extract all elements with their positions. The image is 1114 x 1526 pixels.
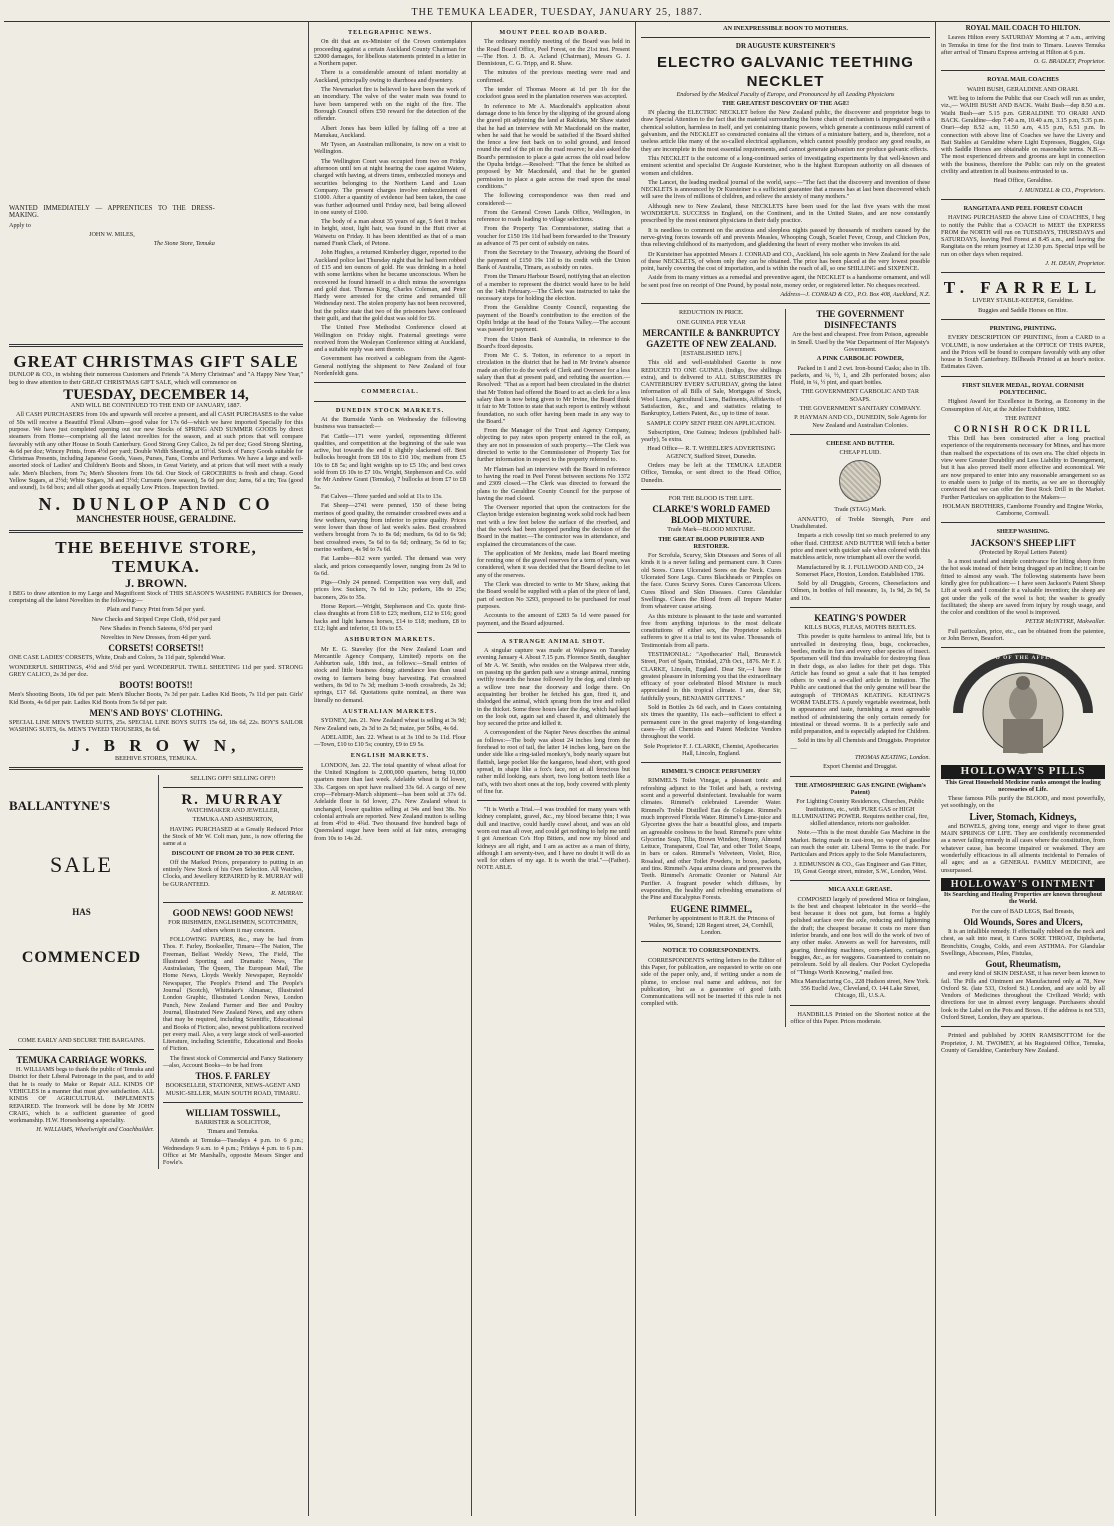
holloway-gout: Gout, Rheumatism, [985, 959, 1061, 970]
ballantyne-name: BALLANTYNE'S [9, 797, 111, 813]
telegraphic-para-7: The body of a man about 35 years of age, 5 feet 8 inches in height, stout, light hair, was found in the Hutt river at Waiwetu on Friday. It has been identified as that of a man named Frank Clark, of Petone. [314, 218, 466, 248]
farley-trade: BOOKSELLER, STATIONER, NEWS-AGENT AND MUSIC-SELLER, MAIN SOUTH ROAD, TIMARU. [165, 1082, 301, 1097]
sheep-sub: (Protected by Royal Letters Patent) [979, 548, 1067, 556]
ballantyne-has: HAS [72, 906, 91, 917]
mount-peel-para-8: From the Secretary to the Treasury, advising the Board of the payment of £150 19s 11d to its credit with the Union Bank of Australia, Timaru, as subsidy on rates. [477, 249, 630, 271]
disinfectant-pink: A PINK CARBOLIC POWDER, [816, 355, 904, 363]
good-news-body-2: The finest stock of Commercial and Fancy Stationery—also, Account Books—to be had from [162, 1054, 303, 1069]
necklet-para-7: Aside from its many virtues as a remedial and preventive agent, the NECKLET is a handsome ornament, and will be sent post free on receipt of One Pound, by postal note, money order, or registered letter. No cheques received. [641, 274, 930, 289]
tosswill-name: WILLIAM TOSSWILL, [185, 1107, 281, 1118]
wanted-address: The Stone Store, Temuka [153, 240, 215, 248]
gazette-title: MERCANTILE & BANKRUPTCY GAZETTE OF NEW ZEALAND. [642, 327, 780, 349]
mount-peel-para-13: From the Manager of the Trust and Agency Company, objecting to pay rates upon property entered in the roll, as they are not in possession of such property.—The Clerk was directed to write to the Commissioner of Property Tax for further information in respect to the property referred to. [477, 427, 630, 464]
keating-sold: Sold in tins by all Chemists and Druggists. Proprietor— [790, 737, 930, 752]
gazette-sub: Subscription, One Guinea; Indexes (published half-yearly), 5s extra. [641, 428, 782, 444]
holloway-line-1: This Great Household Medicine ranks amongst the leading necessaries of Life. [945, 778, 1101, 793]
corsets-heading: CORSETS! CORSETS!! [108, 643, 204, 654]
gas-body: For Lighting Country Residences, Churches, Public Institutions, etc., with PURE GAS or HIGH ILLUMINATING POWER. Requires neither coal, fire, skilled attendance, retorts nor gasholder. [791, 798, 929, 828]
holloway-emblem-text: FRIEND OF THE AFFLICTED [973, 655, 1073, 662]
carriage-body: H. WILLIAMS begs to thank the public of Temuka and District for their Liberal Patronage in the past, and to add that he is ready to Make or Repair ALL KINDS OF VEHICLES in a manner that must give satisfaction. ALL KINDS OF AGRICULTURAL IMPLEMENTS REPAIRED. The Ironwork will be done by Mr JOHN CRAIG, which is a sufficient guarantee of good workmanship. H.W. Horseshoeing a speciality. [9, 1066, 154, 1125]
ballantyne-sale: SALE [49, 851, 113, 877]
gazette-office: Head Office— R. T. WHEELER'S ADVERTISING AGENCY, Stafford Street, Dunedin. [647, 445, 776, 460]
murray-sig: R. MURRAY. [271, 890, 303, 898]
dunedin-para-5: Fat Lambs—812 were yarded. The demand was very slack, and prices consequently lower, ranging from 2s 9d to 6s 6d. [314, 555, 466, 577]
handbills: HANDBILLS Printed on the Shortest notice at the office of this Paper. Prices moderate. [790, 1010, 930, 1025]
holloway-body: and BOWELS, giving tone, energy and vigor to these great MAIN SPRINGS OF LIFE. They are confidently recommended as a never failing remedy in all cases where the constitution, from whatever cause, has become impaired or weakened. They are wonderfully efficacious in all ailments incidental to Females of all ages; and as a GENERAL FAMILY MEDICINE, are unsurpassed. [941, 822, 1105, 874]
clothing-heading: MEN'S AND BOYS' CLOTHING. [89, 707, 223, 718]
murray-discount: DISCOUNT OF FROM 20 TO 30 PER CENT. [171, 849, 295, 857]
london-body: LONDON, Jan. 22. The total quantity of wheat afloat for the United Kingdom is 2,000,000 quarters, being 10,000 quarters more than last week. Adelaide wheat is 6d lower, 33s. Cargoes on spot have realised 33s 6d. A cargo of new crop—February-March shipment—has been sold at 37s 6d. Adelaide flour is 6d lower, 27s. New Zealand wheat is unchanged, lower qualities selling at 34s and best 38s. No colonial arrivals are reported. New Zealand mutton is selling at from 4½d to 4¾d. Two thousand five hundred bags of Queensland sugar have been sold at fair rates, averaging from 10s to 14s 2d. [314, 761, 466, 842]
holloway-organs: Liver, Stomach, Kidneys, [969, 811, 1077, 823]
dunedin-para-3: Fat Calves—Three yarded and sold at 11s to 13s. [321, 492, 443, 500]
mount-peel-para-4: In reference to Mr A. Macdonald's application about damage done to his fence by the slipping of the ground along the gravel pit adjoining the land at Rakitata, Mr Shaw stated that he had an interview with Mr Macdonald on the matter, when he said that he would be satisfied if the Board shifted the fence a few feet back on to solid ground, and fenced round the end of the pit on the road reserve; he also asked the Board's permission to place a gate across the old road below the Opuha bridge.—Resolved: "That the fence be shifted as proposed by Mr Macdonald, and that he be granted permission to place a gate across the road upon the usual conditions." [477, 102, 630, 190]
farley-firm: THOS. F. FARLEY [195, 1071, 271, 1082]
holloway-pills-title: HOLLOWAY'S PILLS [941, 765, 1105, 778]
murray-name: R. MURRAY [181, 792, 285, 809]
masthead: THE TEMUKA LEADER, TUESDAY, JANUARY 25, 1887. [4, 4, 1110, 22]
necklet-head: AN INEXPRESSIBLE BOON TO MOTHERS. [723, 25, 848, 32]
cheese-title: CHEESE AND BUTTER. [826, 439, 895, 447]
dunlop-house: MANCHESTER HOUSE, GERALDINE. [76, 513, 236, 524]
gazette-head: REDUCTION IN PRICE. [679, 309, 744, 317]
holloway-emblem-icon [948, 653, 1098, 763]
mount-peel-para-6: From the General Crown Lands Office, Wellington, in reference to roads leading to village selections. [477, 208, 630, 224]
rimmel-addr: Perfumer by appointment to H.R.H. the Princess of Wales, 96, Strand; 128 Regent street, 24, Cornhill, London. [647, 914, 775, 937]
gift-sale-date: TUESDAY, DECEMBER 14, [63, 387, 249, 404]
mount-peel-para-11: From the Union Bank of Australia, in reference to the Board's fixed deposits. [477, 335, 630, 350]
dunedin-para-2: Fat Cattle—171 were yarded, representing different qualities, and competition at the beginning of the sale was active, but towards the end it slightly slackened off. Best bullocks brought from £8 10s to £10 10s; medium from £5 10s to £8 5s; and light weights up to £5 10s; and best cows sold from £6 10s to £7 10s. Wright, Stephenson and Co. sold for Mr Andrew Grant (Temuka), 7 bullocks at from £7 to £8 5s. [314, 432, 466, 491]
commercial-title: COMMERCIAL. [361, 388, 419, 396]
dunedin-para-6: Pigs—Only 24 penned. Competition was very dull, and prices low. Suckers, 7s 6d to 12s; porkers, 18s to 25s; baconers, 26s to 35s. [314, 579, 466, 601]
disinfectant-sanitary: THE GOVERNMENT SANITARY COMPANY. [799, 404, 921, 412]
newspaper-page [4, 4, 1110, 1518]
notice-body: CORRESPONDENTS writing letters to the Editor of this Paper, for publication, are requested to write on one side of the paper only, and, if writing under a nom de plume, to enclose real name and address, not for publication, but as a guarantee of good faith. Communications will not be inserted if this rule is not complied with. [641, 956, 782, 1008]
boots-lines: Men's Shooting Boots, 10s 6d per pair. Men's Blucher Boots, 7s 3d per pair. Ladies Kid Boots, 7s 11d per pair. Girls' Kid Boots, 4s 6d per pair. Ladies Kid Boots from 5s 6d per pair. [9, 691, 303, 706]
holloway-wounds: Old Wounds, Sores and Ulcers, [963, 917, 1083, 928]
necklet-greatest: THE GREATEST DISCOVERY OF THE AGE! [721, 99, 850, 107]
corsets-line: ONE CASE LADIES' CORSETS, White, Drab and Colors, 3s 11d pair, Splendid Wear. [9, 654, 226, 662]
disinfectant-title: THE GOVERNMENT DISINFECTANTS [816, 309, 905, 331]
drill-makers: HOLMAN BROTHERS, Camborne Foundry and Engine Works, Camborne, Cornwall. [942, 502, 1104, 518]
column-3 [472, 22, 636, 1516]
gas-firm: J. EDMUNSON & CO., Gas Engineer and Gas Fitter, 19, Great George street, minster, S.W., London, West. [793, 860, 927, 875]
beehive-line-2: New Checks and Striped Crepe Cloth, 6½d per yard [91, 615, 221, 623]
tosswill-trade: BARRISTER & SOLICITOR, [195, 1118, 271, 1126]
mica-mfr: Mica Manufacturing Co., 228 Hudson street, New York. 356 Euclid Ave., Cleveland, O. 144 Lake Street, Chicago, Ill., U.S.A. [790, 977, 930, 1000]
murray-body: HAVING PURCHASED at a Greatly Reduced Price the Stock of Mr W. Colt man, junr., is now offering the same at a [162, 825, 303, 848]
mount-peel-para-1: The ordinary monthly meeting of the Board was held in the Road Board Office, Peel Forest, on the 21st inst. Present—The Hon. J. B. A. Acland (Chairman), Messrs G. J. Dennistoun, C. G. Tripp, and R. Shaw. [477, 38, 630, 68]
telegraphic-para-4: Albert Jones has been killed by falling off a tree at Manukau, Auckland. [314, 124, 466, 139]
mount-peel-para-2: The minutes of the previous meeting were read and confirmed. [477, 69, 630, 84]
blood-body-3: Sold in Bottles 2s 6d each, and in Cases containing six times the quantity, 11s each—sufficient to effect a permanent cure in the great majority of long-standing cases—by all Chemists and Patent Medicine Vendors throughout the world. [641, 704, 782, 741]
holloway-oint-line: Its Searching and Healing Properties are known throughout the World. [943, 891, 1103, 906]
tosswill-places: Timaru and Temuka. [207, 1128, 259, 1136]
beehive-line-3: New Shades in French Sateens, 6½d per yard [99, 624, 213, 632]
blood-title: CLARKE'S WORLD FAMED BLOOD MIXTURE. [652, 504, 771, 526]
coaches-title: ROYAL MAIL COACHES [987, 76, 1059, 84]
gazette-est: [ESTABLISHED 1876.] [680, 349, 742, 357]
holloway-emblem-drawing [948, 653, 1098, 763]
beehive-intro: I BEG to draw attention to my Large and Magnificent Stock of THIS SEASON'S WASHING FABRICS for Dresses, comprising all the latest Novelties in the following:— [9, 589, 303, 604]
farrell-name: T. FARRELL [943, 278, 1103, 298]
adelaide-body: ADELAIDE, Jan. 22. Wheat is at 3s 10d to 3s 11d. Flour—Town, £10 to £10 5s; country, £9 to £9 5s. [314, 733, 466, 749]
beehive-title: THE BEEHIVE STORE, TEMUKA. [55, 537, 257, 576]
telegraphic-para-6: The Wellington Court was occupied from two on Friday afternoon until ten at night hearing the case against Waters, charged with having, at divers times, embezzled moneys and securities belonging to the Northern Land and Loan Company. The present charges involve embezzlement of £1000. After a quantity of evidence had been taken, the case was further adjourned until Friday next, bail being allowed in one surety of £100. [314, 157, 466, 216]
telegraphic-para-9: The United Free Methodist Conference closed at Wellington on Friday night. Fraternal greetings were received from the Wesleyan Conference sitting at Auckland, and a suitable reply was sent thereto. [314, 324, 466, 354]
mount-peel-para-3: The tender of Thomas Moore at 1d per 1b for the cocksfoot grass seed in the plantation reserves was accepted. [477, 86, 630, 101]
disinfectant-sub: Are the best and cheapest. Free from Poison, agreeable in Smell. Used by the War Department of Her Majesty's Government. [791, 331, 930, 353]
rimmel-title: RIMMEL'S CHOICE PERFUMERY [661, 768, 761, 776]
shirtings-line: WONDERFUL SHIRTINGS, 4½d and 5½d per yard. WONDERFUL TWILL SHEETING 11d per yard. STRONG GREY CALICO, 2s 3d per doz. [9, 663, 303, 679]
coaches-body: WE beg to inform the Public that our Coach will run as under, viz.,— WAIHI BUSH AND BACK. Waihi Bush—dep 8.50 a.m. Waihi Bush—arr 5.15 p.m. GERALDINE TO ORARI AND BACK. Geraldine—dep 7.40 a.m, 10.40 a.m, 3.15 p.m, 5.35 p.m. Orari—dep 8.52 a.m, 11.50 a.m, 4.15 p.m, 6.51 p.m. In connection with above line of Coaches we have the Livery and Bait Stables at Geraldine where Light Expresses, Buggies, Gigs with Saddle Horses are obtainable on reasonable terms. N.B.—The most experienced drivers and grooms are kept in connection with the business, therefore the Public can rely on the greatest civility and attention in all business entrusted to us. [941, 95, 1105, 176]
sheep-name: JACKSON'S SHEEP LIFT [970, 537, 1076, 548]
telegraphic-title: TELEGRAPHIC NEWS. [347, 29, 433, 36]
wanted-apply: Apply to [9, 221, 31, 229]
mount-peel-para-18: Accounts to the amount of £283 5s 1d were passed for payment, and the Board adjourned. [477, 612, 630, 627]
gazette-price: ONE GUINEA PER YEAR [676, 318, 746, 326]
murray-trade: WATCHMAKER AND JEWELLER, [186, 807, 280, 815]
disinfectant-body: Packed in 1 and 2 cwt. Iron-bound Casks; also in 1lb. packets, and ¼, ½, 1, and 2lb perforated boxes; also Fluid, in ¼, ½ pint, and quart bottles. [790, 364, 930, 387]
telegraphic-para-2: There is a considerable amount of infant mortality at Auckland, principally owing to diarrhoea and dysentery. [314, 69, 466, 84]
farrell-trade: LIVERY STABLE-KEEPER, Geraldine. [972, 297, 1074, 305]
gazette-sample: SAMPLE COPY SENT FREE ON APPLICATION. [646, 419, 776, 427]
telegraphic-para-8: John Hughes, a returned Kimberley digger, reported to the Auckland police last Thursday night that he had been robbed of £15 and ten ounces of gold. He was drinking in a hotel with some larrikins when he became unconscious. When he recovered he found himself in a ditch minus the sovereigns and gold dust. Thomas King, Charles Coleman, and Peter Hardy were arrested for the crime and remanded till Wednesday next. The stolen property has not been recovered, but the police state that two of the prisoners have confessed their guilt, and that the gold dust was sold for £6. [314, 249, 466, 322]
ballantyne-come: COME EARLY AND SECURE THE BARGAINS. [17, 1036, 146, 1044]
mount-peel-para-7: From the Property Tax Commissioner, stating that a voucher for £150 19s 11d had been forwarded to the Treasury as advance of 75 per cent of subsidy on rates. [477, 225, 630, 248]
rimmel-name: EUGENE RIMMEL, [670, 903, 752, 914]
gift-sale-body: All CASH PURCHASERS from 10s and upwards will receive a present, and all CASH PURCHASES to the value of 50s will receive a Beautiful Floral Album—good value for 17s 6d—which we have imported Specially for this purpose. We have just completed opening out our new Stocks of SPRING AND SUMMER GOODS by direct steamers from Home—comprising all the latest novelties for the season, and at such prices that will compare favorably with any other House in South Canterbury. Good Strong Grey Calico, 2s 6d per doz; Good Strong Shirting, 4s 6d per doz; Wincey Prints, from 4½d per yard; Double Width Sheeting, at 10½d. Stock of Fancy Goods suitable for Christmas Presents, including Japanese Goods, Vases, Purses, Fans, Combs and Perfumes. We have a large and well-assorted stock of Ladies' and Children's Boots and Shoes, in Great Variety, and at prices that will meet with a ready sale. Men's Bluchers, from 7s; Men's Shooters from 10s 6d. Our Stock of GROCERIES is fresh and cheap. Good Yellow Sugars, at 2½d; White Sugars, 3d and 3½d; Currants (new season), 5s 6d per doz; Jams, 6d a tin; Tea (good and sound), 1s 6d box; and all other goods at equally Low Prices. Inspection Invited. [9, 411, 303, 492]
column-4 [636, 22, 936, 1516]
holloway-body-2: It is an infallible remedy. If effectually rubbed on the neck and chest, as salt into meat, it Cures SORE THROAT, Diphtheria, Bronchitis, Coughs, Colds, and even ASTHMA. For Glandular Swellings, Abscesses, Piles, Fistulas, [941, 928, 1105, 957]
mount-peel-para-14: Mr Flatman had an interview with the Board in reference to having the road in Peel Forest between sections No 1372 and 2309 closed.—The Clerk was directed to forward the plans to the Geraldine County Council for the purpose of having the road closed. [477, 465, 630, 502]
keating-sub: KILLS BUGS, FLEAS, MOTHS BEETLES. [804, 624, 917, 632]
carriage-sig: H. WILLIAMS, Wheelwright and Coachbuilder. [36, 1126, 154, 1134]
ashburton-title: ASHBURTON MARKETS. [344, 636, 436, 644]
cheese-sold: Sold by all Druggists, Grocers, Cheesefactors and Oilmen, in bottles of full measure, 1s, 1s 9d, 2s 9d, 5s and 10s. [790, 580, 930, 602]
necklet-para-6: Dr Kursteiner has appointed Messrs J. CONRAD and CO., Auckland, his sole agents in New Zealand for the sale of these NECKLETS, of whom only they can be obtained. The price has been placed at the very lowest possible point, barely covering the cost of importation, and is within the reach of all, so one SHILLING and SIXPENCE. [641, 250, 930, 273]
blood-head: FOR THE BLOOD IS THE LIFE. [668, 494, 754, 502]
mail-title: ROYAL MAIL COACH TO HILTON. [965, 24, 1081, 32]
holloway-line-2: These famous Pills purify the BLOOD, and most powerfully, yet soothingly, on the [941, 795, 1105, 810]
clothing-lines: SPECIAL LINE MEN'S TWEED SUITS, 25s. SPECIAL LINE BOYS SUITS 15s 6d, 18s 6d, 22s. BOY'S SAILOR WASHING SUITS, 6s. MEN'S TWEED TROUSERS, 8s 6d. [9, 718, 303, 734]
animal-shot-para-2: A correspondent of the Napier News describes the animal as follows:—The body was about 24 inches long from the forehead to root of tail, the latter 14 inches long, bare on the under side like a ring-tailed monkey's, body nearly square but flattish, large pocket like the kangaroo, head short, with good spread, in shape like a fox's face, not at all ferocious but rather mild looking, ears short, two long bottom teeth like a rat's, with two short ones at the top, body covered with plenty of fine fur. [477, 729, 630, 795]
mount-peel-para-5: The following correspondence was then read and considered:— [477, 192, 630, 207]
mount-peel-para-9: From the Timaru Harbour Board, notifying that an election of a member to represent the district would have to be held on the 14th February.—The Clerk was instructed to take the necessary steps for holding the election. [477, 273, 630, 303]
gazette-body: This old and well-established Gazette is now REDUCED TO ONE GUINEA (Indigo, five shillings extra), and is delivered to ALL SUBSCRIBERS IN CANTERBURY EVERY SATURDAY, giving the latest information of all Bills of Sale, Mortgages of Stock, Wool Liens, Agricultural Liens, Bailments, Affidavits of Satisfaction, &c., and and statistics relating to Bankruptcy, Letters Patent, &c., up to time of issue. [641, 359, 782, 418]
dunedin-para-7: Horse Report.—Wright, Stephenson and Co. quote first-class draughts at from £18 to £23; medium, £12 to £16; good hacks and light harness horses, £14 to £18; medium, £8 to £12; light and inferior, £1 10s to £5. [314, 603, 466, 632]
stag-trade-mark-icon [839, 460, 881, 502]
animal-shot-title: A STRANGE ANIMAL SHOT. [501, 637, 606, 645]
ashburton-body: Mr E. G. Staveley (for the New Zealand Loan and Mercantile Agency Company, Limited) reports on the Ashburton sale, 18th inst., as follows:—Small entries of stock and little business doing; attendance less than usual owing to farmers being busy harvesting. Fat crossbred wethers, 8s 9d to 7s 3d; medium 3-tooth crossbreds, 2s 3d; springs, £17 6d. Quotations quite nominal, as there was literally no demand. [314, 645, 466, 704]
rangitata-sig: J. H. DEAN, Proprietor. [1045, 260, 1105, 268]
drill-patent: THE PATENT [1004, 414, 1042, 422]
coaches-route: WAIHI BUSH, GERALDINE AND ORARI. [967, 85, 1079, 93]
english-title: ENGLISH MARKETS. [350, 752, 430, 760]
animal-shot-para-3: "It is Worth a Trial.—I was troubled for many years with kidney complaint, gravel, &c., my blood became thin; I was dull and inactive, could hardly crawl about, and was an old worn out man all over, and could get nothing to help me until I got American Co's Hop Bitters, and now my blood and kidneys are all right, and I am as active as a man of thirty, although I am seventy-two, and I have no doubt it will do as well for others of my age. It is worth the trial."—(Father). NOTE ABLE. [477, 806, 630, 872]
drill-title: FIRST SILVER MEDAL, ROYAL CORNISH POLYTECHNIC. [962, 381, 1084, 396]
blood-body-2: As this mixture is pleasant to the taste and warranted free from anything injurious to the most delicate constitutions of either sex, the Proprietor solicits sufferers to give it a trial to test its value. Thousands of Testimonials from all parts. [641, 612, 782, 649]
mail-sig: O. G. BRADLEY, Proprietor. [1033, 58, 1105, 66]
sydney-body: SYDNEY, Jan. 21. New Zealand wheat is selling at 3s 9d; New Zealand oats, 2s 3d to 2s 5d; maize, per 56lbs, 4s 6d. [314, 717, 466, 732]
rimmel-body: RIMMEL'S Toilet Vinegar, a pleasant tonic and refreshing adjunct to the Toilet and bath, a reviving scent and a powerful disinfectant. Invaluable for warm climates. Rimmel's celebrated Lavender Water. Rimmel's Treble Distilled Eau de Cologne. Rimmel's much improved Florida Water. Rimmel's Lime-juice and Glycerine gives the hair a beautiful gloss, and imparts an agreeable coolness to the head. Rimmel's pure white Glycerine Soap, Tilia, Brown Windsor, Honey, Almond Lettuce, Transparent, Coal Tar, and other Toilet Soaps, in bars or cakes. Rimmel's Velveteen, Violet, Rice, Rosaleaf, and other Toilet Powders, in boxes, packets, and tins. Rimmel's Aqua amina cleans and preserves the Teeth. Rimmel's Aromatic Ozonier or Natural Air Purifier. A fragrant powder which diffuses, by evaporation, the healthy and refreshing emanations of the Pine and Eucalyptus Forests. [641, 777, 782, 902]
beehive-line-4: Novelties in New Dresses, from 4d per yard. [100, 634, 212, 642]
drill-body: This Drill has been constructed after a long practical experience of the requirements necessary for Mines, and has more than realised the expectations of its own era. The chief objects in view were Greater Durability and Less Liability to Derangement, but it has also proved itself more effective and economical. We are now prepared to enter into any reasonable arrangement so as to enable users to judge of its merits, as we are so thoroughly convinced that we can offer the Best Rock Drill in the Market. Further Particulars on application to the Makers— [941, 435, 1105, 501]
rangitata-title: RANGITATA AND PEEL FOREST COACH [963, 204, 1083, 212]
necklet-by: DR AUGUSTE KURSTEINER'S [735, 42, 836, 51]
sheep-body: Is a most useful and simple contrivance for lifting sheep from the hot soak instead of their being dragged up an incline; it can be fitted to almost any wash. The following statements have been kindly give for publication:— I have seen Jackson's Patent Sheep Lift at work and I consider it a valuable invention; the sheep are got under the yolk of the wool is hot; the washer is greatly facilitated; the sheep are saved from injury by rough usage, and the color and condition of the wool is improved. [941, 558, 1105, 617]
blood-mark: Trade Mark—BLOOD MIXTURE. [667, 526, 756, 534]
blood-body: For Scrofula, Scurvy, Skin Diseases and Sores of all kinds it is a never failing and permanent cure. It Cures old Sores. Cures Ulcerated Sores on the Neck. Cures Ulcerated Sore Legs. Cures Blackheads or Pimples on the face. Cures Scurvy Sores. Cures Cancerous Ulcers. Cures Blood and Skin Diseases. Cures Glandular Swellings. Clears the Blood from all Impure Matter from whatever cause arising. [641, 552, 782, 611]
printing-title: PRINTING, PRINTING. [989, 324, 1057, 332]
gas-note: Note.—This is the most durable Gas Machine in the Market. Being made in cast-iron, no vapor of gasoline can reach the outer air. Liberal Terms to the trade. For Particulars and Prices apply to the Sole Manufacturers, [790, 829, 930, 859]
beehive-owner: J. BROWN. [125, 575, 187, 590]
cheese-annatto: ANNATTO, of Treble Strength, Pure and Unadulterated. [790, 515, 930, 531]
holloway-body-3: and every kind of SKIN DISEASE, it has never been known to fail. The Pills and Ointment are Manufactured only at 78, New Oxford St. (late 533, Oxford St.) London, and are sold by all Vendors of Medicines throughout the Civilized World; with directions for use in almost every language. Purchasers should look to the Label on the Pots and Boxes. If the address is not 533, Oxford Street, London, they are spurious. [941, 970, 1105, 1022]
murray-sale: SELLING OFF! SELLING OFF!! [190, 774, 276, 782]
necklet-endorsed: Endorsed by the Medical Faculty of Europe, and Pronounced by all Leading Physicians [676, 90, 895, 98]
beehive-footer-name: J. B R O W N, [71, 735, 241, 755]
mount-peel-para-10: From the Geraldine County Council, requesting the payment of the Board's contribution to the erection of the Opihi bridge at the head of the Totara Valley.—The account was passed for payment. [477, 304, 630, 334]
wanted-heading: WANTED IMMEDIATELY — APPRENTICES TO THE DRESSMAKING. [9, 205, 215, 220]
dunedin-para-1: At the Burnside Yards on Wednesday the following business was transacted:— [314, 415, 466, 431]
holloway-for: For the cure of BAD LEGS, Bad Breasts, [971, 907, 1075, 915]
necklet-para-4: Although new to New Zealand, these NECKLETS have been used for the last five years with the most WONDERFUL SUCCESS in England, on the Continent, and in the United States, and are now constantly prescribed by the most eminent physicians in their daily practice. [641, 202, 930, 225]
telegraphic-para-3: The Newmarket fire is believed to have been the work of an incendiary. The valve of the water main was found to have been tampered with on the night of the fire. The Borough Council offers £50 reward for the detection of the offender. [314, 86, 466, 123]
cheese-cheap: CHEAP FLUID. [839, 449, 881, 457]
mount-peel-para-15: The Overseer reported that upon the contractors for the Clayton bridge extension beginning work solid rock had been met with a few feet below the surface of the riverbed, and that the work had been stopped pending the decision of the Board in the matter.—The contractor was in attendance, and explained the circumstances of the case. [477, 504, 630, 548]
good-news-title: GOOD NEWS! GOOD NEWS! [172, 908, 294, 919]
printing-body: EVERY DESCRIPTION OF PRINTING, from a CARD to a VOLUME, is now undertaken at the OFFICE OF THIS PAPER, and the Prices will be found to compare favorably with any other house in South Canterbury. Billheads Printed at an hour's notice. Estimates Given. [941, 334, 1105, 371]
necklet-para-3: The Lancet, the leading medical journal of the world, says:—"The fact that the discovery and invention of these NECKLETS is announced by Dr Kursteiner is a sufficient guarantee that a means has at last been discovered which will save the lives of millions of children, and relieve the anxiety of many mothers." [641, 178, 930, 201]
column-5 [936, 22, 1110, 1516]
notice-title: NOTICE TO CORRESPONDENTS. [662, 947, 760, 955]
cheese-mark: Trade (STAG) Mark. [834, 506, 887, 514]
mail-body: Leaves Hilton every SATURDAY Morning at 7 a.m., arriving in Temuka in time for the first train to Timaru. Leaves Temuka after arrival of Timaru Express arriving at Hilton at 6 p.m. [941, 34, 1105, 56]
blood-prop: Sole Proprietor F. J. CLARKE, Chemist, Apothecaries Hall, Lincoln, England. [643, 742, 779, 757]
ballantyne-commenced: COMMENCED [21, 948, 142, 966]
disinfectant-co: THE GOVERNMENT CARBOLIC AND TAR SOAPS. [801, 388, 919, 403]
beehive-footer-store: BEEHIVE STORES, TEMUKA. [115, 754, 197, 762]
sheep-sig: PETER McINTYRE, Makwallar. [1025, 618, 1105, 626]
telegraphic-para-5: Mr Tyson, an Australian millionaire, is now on a visit to Wellington. [314, 141, 466, 156]
good-news-for: FOR IRISHMEN, ENGLISHMEN, SCOTCHMEN, And others whom it may concern. [168, 919, 298, 934]
columns [4, 22, 1110, 1516]
coaches-sig: J. MUNDELL & CO., Proprietors. [1019, 186, 1105, 194]
column-1 [4, 22, 309, 1516]
column-2 [309, 22, 472, 1516]
murray-body-2: Off the Marked Prices, preparatory to putting in an entirely New Stock of his Own Selection. All Watches, Clocks, and Jewellery REPAIRED by R. MURRAY will be GURANTEED. [162, 858, 303, 888]
good-news-body: FOLLOWING PAPERS, &c., may be had from Thos. F. Farley, Bookseller, Timaru—The Nation, The Freeman, Belfast Weekly News, The Field, The Illustrated Sporting and Dramatic News, The Australasian, The Queen, The European Mail, The Home News, Lloyds Weekly Newspaper, Reynolds' Newspaper, The People's Friend and The People's Journal (Scotch), Whittaker's Almanac, Illustrated London Graphic, Illustrated London News, London Punch, New Zealand Farmer and Bee and Poultry Journal, Illustrated New Zealand News, and any others that may be required, including Scientific, Educational and Books of Fiction; also, newest publications received per every mail. Also, a very large stock of well-assorted Literature, including Scientific, Educational and Books of Fiction. [162, 935, 303, 1053]
blood-testimonial: TESTIMONIAL: "Apothecaries' Hall, Brunswick Street, Port of Spain, Trinidad, 27th Oct., 1876. Mr F. J. CLARKE, Lincoln, England. Dear Sir,—I have the greatest pleasure in informing you that the extraordinary efficacy of your celebrated Blood Mixture is much appreciated in this tropical climate. I am, dear Sir, faithfully yours, BENJAMIN GITTENS." [641, 651, 782, 702]
holloway-ointment-title: HOLLOWAY'S OINTMENT [941, 878, 1105, 891]
mount-peel-title: MOUNT PEEL ROAD BOARD. [499, 29, 608, 36]
mount-peel-para-17: The Clerk was directed to write to Mr Shaw, asking that the Board would be supplied with a plan of the piece of land, part of section No 3293, proposed to be purchased for road purposes. [477, 581, 630, 610]
keating-body: This powder is quite harmless to animal life, but is unrivalled in destroying fleas, bugs, cockroaches, beetles, moths in furs and every other species of insect. Sportsmen will find this invaluable for destroying fleas in their dogs, as also ladies for their pet dogs. This Article has found so great a sale that it has tempted others to vend a so-called article in imitation. The Public are cautioned that the only genuine will bear the autograph of THOMAS KEATING. KEATING'S WORM TABLETS. A purely vegetable sweetmeat, both in appearance and taste, furnishing a most agreeable method of administering the only certain remedy for intestinal or thread worms. It is a perfectly safe and mild preparation, and is especially adapted for Children. [790, 633, 930, 736]
keating-title: KEATING'S POWDER [814, 613, 907, 624]
blood-sub: THE GREAT BLOOD PURIFIER AND RESTORER. [658, 535, 765, 550]
necklet-para-2: This NECKLET is the outcome of a long-continued series of investigating experiments by that well-known and eminent scientist and specialist Dr Auguste Kursteiner, who is the highest European authority on all diseases of women and children. [641, 154, 930, 177]
cheese-mfr: Manufactured by R. J. FULLWOOD AND CO., 24 Somerset Place, Hoxton, London. Established 1786. [795, 563, 925, 578]
wanted-ad [9, 205, 215, 247]
mount-peel-para-12: From Mr C. S. Totton, in reference to a report in circulation in the district that he had in Mr Irvine's absence made an offer to do the work of Clerk and Overseer for a less salary than that at present paid, and refuting the assertion.—Resolved: "That as a report had been circulated in the district that Mr Totton had offered the Board to act as clerk for a less salary than is now being given to Mr Irvine, the Board think it fair to Mr Totton to state that such report is entirely without foundation, no such offer having been made in any way to the Board." [477, 352, 630, 425]
beehive-line-1: Plain and Fancy Print from 5d per yard. [106, 606, 206, 614]
mount-peel-para-16: The application of Mr Jenkins, made last Board meeting for renting one of the gravel reserves for a term of years, was considered, when it was decided that the Board decline to let any of the reserves. [477, 549, 630, 579]
mica-body: COMPOSED largely of powdered Mica or Isinglass, is the best and cheapest lubricator in the world—the best because it does not gum, but forms a highly polished surface over the axle, reducing and lightening the draft; the cheapest because it costs no more than inferior brands, and one box will do the work of two of any other make. Answers as well for harvesters, mill gearing, threshing machines, corn-planters, carriages, buggies, &c., as for waggons. Guaranteed to contain no petroleum. Sold by all dealers. Our Pocket Cyclopedia of "Things Worth Knowing," mailed free. [790, 895, 930, 976]
dunedin-title: DUNEDIN STOCK MARKETS. [335, 406, 445, 414]
telegraphic-para-1: On dit that an ex-Minister of the Crown contemplates proceeding against a certain Auckland County Chairman for £2000 damages, for libellous statements printed in a letter in a Northern paper. [314, 38, 466, 68]
cheese-body: Imparts a rich cowslip tint so much preferred to any other fluid. CHEESE AND BUTTER Will fetch a better price and meet with quicker sale when colored with this matchless article, now triumphant all over the world. [790, 532, 930, 562]
imprint: Printed and published by JOHN RAMSBOTTOM for the Proprietor, J. M. TWOMEY, at his Registered Office, Temuka, County of Geraldine, Canterbury New Zealand. [941, 1032, 1105, 1054]
gazette-orders: Orders may be left at the TEMUKA LEADER Office, Temuka, or sent direct to the Head Office, Dunedin. [641, 462, 782, 484]
animal-shot-para-1: A singular capture was made at Walpawa on Tuesday evening January 4. About 7.15 p.m. Florence Smith, daughter of Mr A. W. Smith, who resides on the Walpawa river side, on passing up the garden path saw a strange animal, running swiftly towards the house followed by the dog, and climb up a willow tree near the doorway and lodge there. On acquainting her brother he fetched his gun, fired it, and dislodged the animal, which sprang from the tree and rolled in the thicket. Some three hours later the dog, which had kept on the look out, again sat and chased it, and ultimately the boy secured the prize and killed it. [477, 647, 630, 728]
rangitata-body: HAVING PURCHASED the above Line of COACHES, I beg to notify the Public that a COACH to MEET the EXPRESS FROM the NORTH will run on TUESDAYS, THURSDAYS and SATURDAYS, leaving Peel Forest at 8.45 a.m., and leaving the Rangitata on the return journey at 12.30 p.m. Special trips will be run on other days when required. [941, 214, 1105, 258]
gas-title: THE ATMOSPHERIC GAS ENGINE (Wigham's Patent) [794, 781, 926, 796]
australian-title: AUSTRALIAN MARKETS. [342, 707, 438, 715]
keating-export: Export Chemist and Druggist. [823, 763, 898, 771]
necklet-address: Address—J. CONRAD & CO., P.O. Box 408, Auckland, N.Z. [780, 291, 930, 299]
wanted-name: JOHN W. MILES, [89, 230, 135, 238]
sheep-title: SHEEP WASHING. [996, 528, 1050, 536]
mica-title: MICA AXLE GREASE. [828, 886, 893, 894]
keating-prop: THOMAS KEATING, London. [854, 754, 930, 762]
telegraphic-para-10: Government has received a cablegram from the Agent-General notifying the shipment to New Zealand of four Nordenfeldt guns. [314, 355, 466, 378]
coaches-office: Head Office, Geraldine. [993, 177, 1053, 185]
necklet-para-5: It is needless to comment on the anxious and sleepless nights passed by thousands of mothers caused by the nerve-giving forces towards off and prevents Measles, Whooping Cough, Scarlet Fever, Croup, and Chicken Pox, thus relieving childhood of its martyrdom, and gladdening the heart of every mother who invokes its aid. [641, 226, 930, 249]
disinfectant-agents: P. HAYMAN AND CO., DUNEDIN, Sole Agents for New Zealand and Australian Colonies. [794, 414, 927, 429]
dunlop-firm: N. DUNLOP AND CO [38, 493, 274, 514]
drill-sub: Highest Award for Excellence in Boring, as Economy in the Consumption of Air, at the Jubilee Exhibition, 1882. [941, 398, 1105, 413]
dunedin-para-4: Fat Sheep—2741 were penned, 150 of these being merinos of good quality, the remainder crossbred ewes and a few wethers, varying from inferior to prime quality. Prices were lower than those of last week's sales. Best crossbred wethers brought from 7s to 8s 6d; medium, 6s 6d to 6s 9d; best crossbred ewes, 5s 6d to 6s 6d; ordinary, 5s 6d to 6s; merino wethers, 4s 9d to 7s 6d. [314, 502, 466, 553]
boots-heading: BOOTS! BOOTS!! [119, 680, 193, 691]
gift-sale-intro: DUNLOP & CO., in wishing their numerous Customers and Friends "A Merry Christmas" and "A Happy New Year," beg to draw attention to their GREAT CHRISTMAS GIFT SALE, which will commence on [9, 371, 303, 386]
tosswill-body: Attends at Temuka—Tuesdays 4 p.m. to 6 p.m.; Wednesdays 9 a.m. to 4 p.m.; Fridays 4 p.m. to 6 p.m. Office at Mr Marshall's, opposite Messrs Singer and Fowle's. [162, 1137, 303, 1167]
gift-sale-title: GREAT CHRISTMAS GIFT SALE [13, 352, 299, 372]
sheep-more: Full particulars, price, etc., can be obtained from the patentee, or John Brown, Beaufort. [941, 627, 1105, 642]
gift-sale-continued: AND WILL BE CONTINUED TO THE END OF JANUARY, 1887. [70, 402, 242, 410]
necklet-title: ELECTRO GALVANIC TEETHING NECKLET [657, 53, 914, 90]
necklet-para-1: IN placing the ELECTRIC NECKLET before the New Zealand public, the discoverer and proprietor begs to draw Special Attention to the fact that the material surrounding the bone chain of mechanism is impregnated with a chemical solution, harmless in itself, and yet containing titanic powers, which generate a continuous mild current of galvanism, and the NECKLET so constructed contains all the virtues of a miniature battery, and is, therefore, not a useless article like many of the so-called electrical appliances, which cannot possibly produce any good results, as they are incomplete in the most essential requirements, and cannot generate galvanism nor produce galvanic effects. [641, 109, 930, 153]
drill-name: CORNISH ROCK DRILL [953, 424, 1092, 435]
farrell-body: Buggies and Saddle Horses on Hire. [978, 306, 1068, 314]
murray-places: TEMUKA AND ASHBURTON, [192, 816, 274, 824]
carriage-title: TEMUKA CARRIAGE WORKS. [16, 1055, 147, 1066]
